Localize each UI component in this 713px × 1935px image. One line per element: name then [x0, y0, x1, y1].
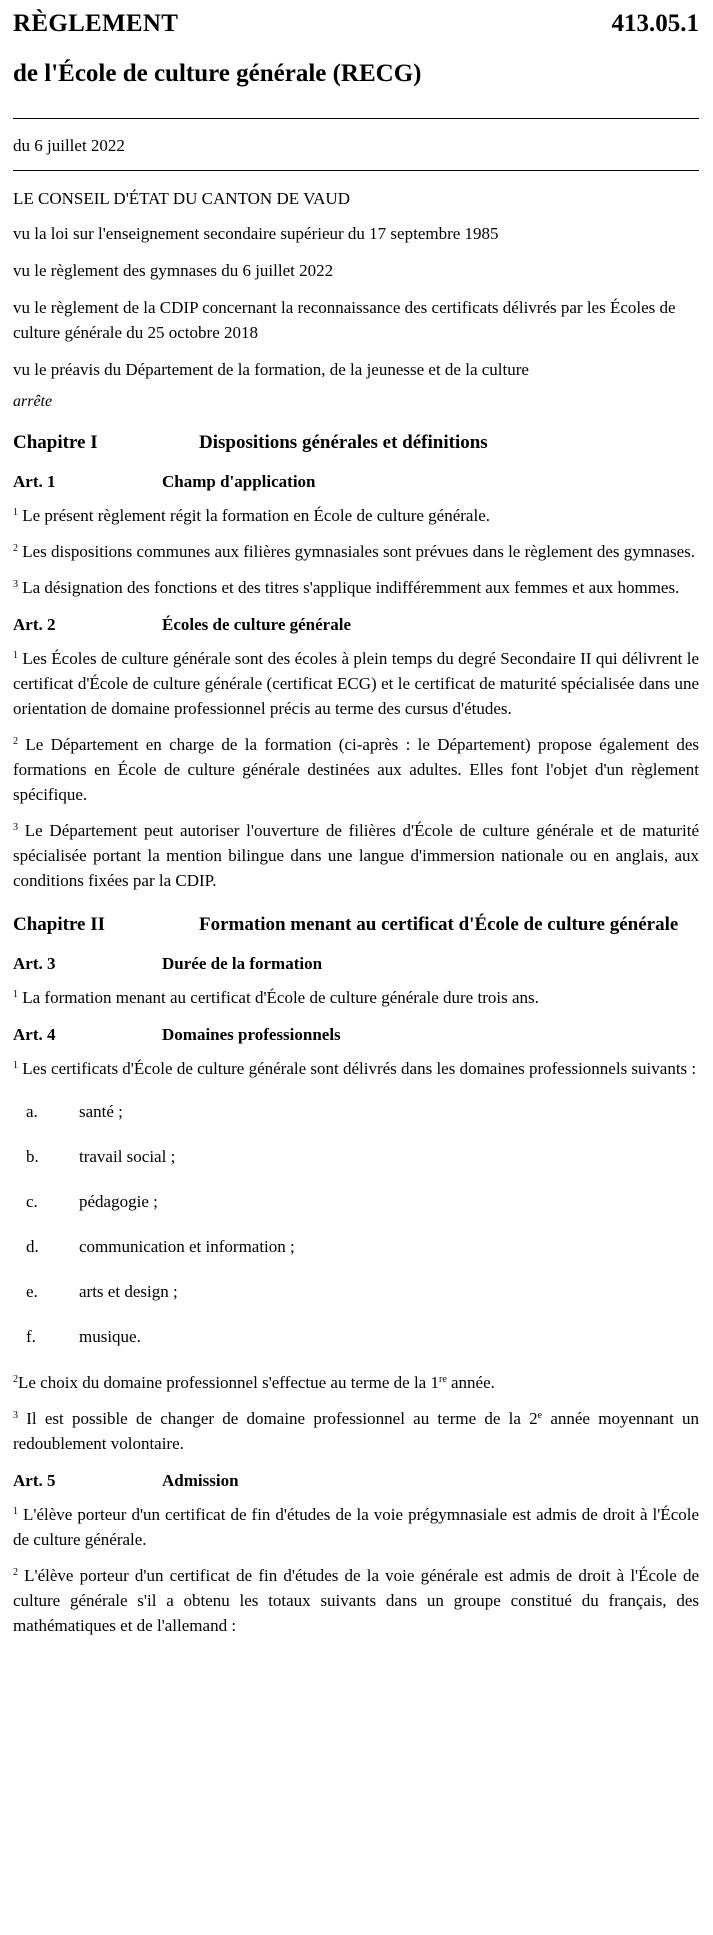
- alinea-text: Les dispositions communes aux filières gymnasiales sont prévues dans le règlement des gymnases.: [22, 542, 696, 561]
- alinea-text: Le Département en charge de la formation (ci-après : le Département) propose également des formations en École de culture générale destinées aux adultes. Elles font l'objet d'un règlement spécifique.: [13, 735, 700, 804]
- list-item: [26, 1134, 699, 1179]
- consideration: vu la loi sur l'enseignement secondaire supérieur du 17 septembre 1985: [13, 224, 499, 243]
- alinea-number: 1: [13, 650, 18, 661]
- article-title: Écoles de culture générale: [162, 615, 352, 634]
- chapter-heading: [13, 910, 699, 939]
- alinea: [13, 503, 699, 528]
- document-date: du 6 juillet 2022: [13, 136, 125, 155]
- alinea-text: La formation menant au certificat d'École de culture générale dure trois ans.: [22, 988, 539, 1007]
- article-number: Art. 5: [13, 1471, 56, 1490]
- consideration: vu le règlement de la CDIP concernant la reconnaissance des certificats délivrés par les Écoles de culture générale du 25 octobre 2018: [13, 298, 676, 342]
- article-title: Domaines professionnels: [162, 1025, 341, 1044]
- list-text: arts et design ;: [79, 1281, 178, 1301]
- article-title: Admission: [162, 1471, 239, 1490]
- alinea-number: 3: [13, 822, 18, 833]
- alinea-number: 1: [13, 1506, 18, 1517]
- article-title: Durée de la formation: [162, 954, 323, 973]
- list-item: [26, 1224, 699, 1269]
- date-divider: [13, 170, 699, 171]
- alinea: [13, 1502, 699, 1552]
- article-heading: [13, 472, 699, 492]
- alinea-number: 3: [13, 579, 18, 590]
- alinea-text: Les certificats d'École de culture générale sont délivrés dans les domaines professionnels suivants :: [22, 1059, 697, 1078]
- chapter-number: Chapitre I: [13, 432, 98, 453]
- domain-list: [26, 1089, 699, 1359]
- alinea-text: Le Département peut autoriser l'ouverture de filières d'École de culture générale et de maturité spécialisée portant la mention bilingue dans une langue d'immersion nationale ou en anglais, aux conditions fixées par la CDIP.: [13, 821, 699, 890]
- document-code: 413.05.1: [611, 10, 699, 37]
- alinea-number: 1: [13, 989, 18, 1000]
- alinea-number: 1: [13, 1060, 18, 1071]
- chapter-title: Formation menant au certificat d'École de culture générale: [199, 914, 679, 935]
- alinea-text: Le choix du domaine professionnel s'effectue au terme de la 1: [18, 1373, 439, 1392]
- article-title: Champ d'application: [162, 472, 316, 491]
- alinea: [13, 1406, 699, 1456]
- alinea-text: Les Écoles de culture générale sont des écoles à plein temps du degré Secondaire II qui délivrent le certificat d'École de culture générale (certificat ECG) et le certificat de maturité spécialisée dans une orientation de domaine professionnel précis au terme des cursus d'études.: [13, 649, 700, 718]
- alinea-text: Le présent règlement régit la formation en École de culture générale.: [22, 506, 490, 525]
- alinea-number: 2: [13, 543, 18, 554]
- list-text: santé ;: [79, 1101, 123, 1121]
- list-item: [26, 1269, 699, 1314]
- chapter-heading: [13, 428, 699, 457]
- ordinal-suffix: e: [537, 1410, 543, 1421]
- article-heading: [13, 954, 699, 974]
- alinea-text: L'élève porteur d'un certificat de fin d'études de la voie générale est admis de droit à l'École de culture générale s'il a obtenu les totaux suivants dans un groupe constitué du français, des mathématiques et de l'allemand :: [13, 1566, 700, 1635]
- alinea: [13, 985, 699, 1010]
- alinea-text: année moyennant un redoublement volontaire.: [13, 1409, 699, 1453]
- alinea: [13, 1056, 699, 1081]
- header-divider: [13, 118, 699, 119]
- article-number: Art. 2: [13, 615, 56, 634]
- ordinal-suffix: re: [438, 1374, 447, 1385]
- alinea: [13, 1370, 699, 1395]
- list-text: travail social ;: [79, 1146, 176, 1166]
- alinea: [13, 1563, 699, 1638]
- article-heading: [13, 615, 699, 635]
- consideration: vu le préavis du Département de la formation, de la jeunesse et de la culture: [13, 360, 529, 379]
- article-number: Art. 3: [13, 954, 56, 973]
- article-heading: [13, 1025, 699, 1045]
- list-letter: b.: [26, 1146, 39, 1166]
- list-letter: a.: [26, 1101, 38, 1121]
- alinea-text: Il est possible de changer de domaine professionnel au terme de la 2: [26, 1409, 538, 1428]
- document-title: RÈGLEMENT: [13, 10, 179, 37]
- document-page: [13, 0, 699, 1638]
- alinea-text: année.: [446, 1373, 495, 1392]
- alinea-number: 2: [13, 736, 18, 747]
- list-text: pédagogie ;: [79, 1191, 158, 1211]
- consideration: vu le règlement des gymnases du 6 juillet 2022: [13, 261, 334, 280]
- list-text: communication et information ;: [79, 1236, 295, 1256]
- alinea-text: L'élève porteur d'un certificat de fin d'études de la voie prégymnasiale est admis de droit à l'École de culture générale.: [13, 1505, 700, 1549]
- alinea: [13, 818, 699, 893]
- council-heading: LE CONSEIL D'ÉTAT DU CANTON DE VAUD: [13, 189, 350, 208]
- article-number: Art. 4: [13, 1025, 56, 1044]
- chapter-title: Dispositions générales et définitions: [199, 432, 488, 453]
- list-text: musique.: [79, 1326, 141, 1346]
- alinea: [13, 539, 699, 564]
- list-item: [26, 1089, 699, 1134]
- alinea-number: 2: [13, 1374, 18, 1385]
- list-letter: c.: [26, 1191, 38, 1211]
- list-letter: f.: [26, 1326, 36, 1346]
- list-item: [26, 1314, 699, 1359]
- article-heading: [13, 1471, 699, 1491]
- list-letter: e.: [26, 1281, 38, 1301]
- decree-word: arrête: [13, 393, 53, 410]
- list-item: [26, 1179, 699, 1224]
- alinea-number: 1: [13, 507, 18, 518]
- alinea-text: La désignation des fonctions et des titres s'applique indifféremment aux femmes et aux hommes.: [22, 578, 680, 597]
- alinea: [13, 732, 699, 807]
- alinea: [13, 575, 699, 600]
- document-subtitle: de l'École de culture générale (RECG): [13, 60, 422, 87]
- article-number: Art. 1: [13, 472, 56, 491]
- alinea-number: 3: [13, 1410, 18, 1421]
- chapter-number: Chapitre II: [13, 914, 106, 935]
- document-header: [13, 0, 699, 124]
- list-letter: d.: [26, 1236, 39, 1256]
- alinea-number: 2: [13, 1567, 18, 1578]
- alinea: [13, 646, 699, 721]
